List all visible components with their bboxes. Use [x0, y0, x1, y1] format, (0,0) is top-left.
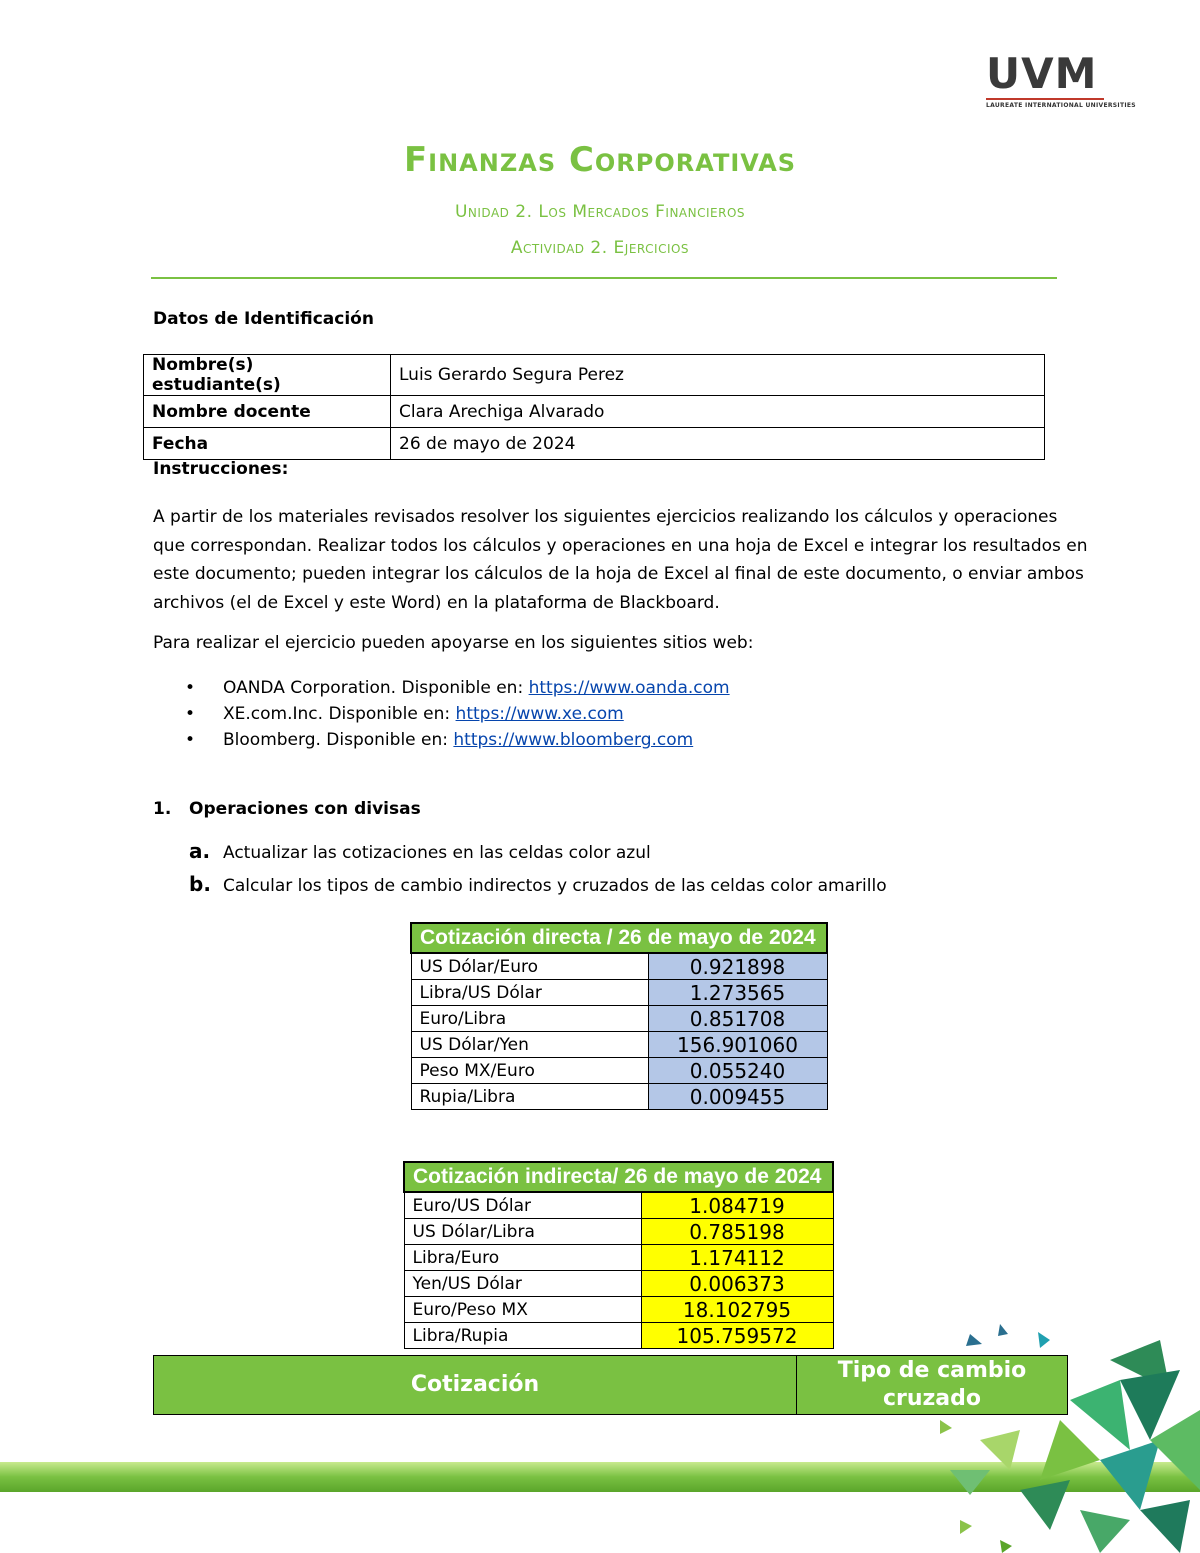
- cross-col-quote: Cotización: [154, 1356, 797, 1415]
- bloomberg-link[interactable]: https://www.bloomberg.com: [453, 730, 694, 750]
- indirect-table-title: Cotización indirecta/ 26 de mayo de 2024: [404, 1162, 833, 1192]
- table-row: [411, 1006, 827, 1032]
- bullet: •: [185, 678, 196, 698]
- rate-cell[interactable]: 105.759572: [641, 1323, 833, 1349]
- list-item: [153, 676, 730, 702]
- rate-cell[interactable]: 0.055240: [648, 1058, 827, 1084]
- table-row: [404, 1271, 833, 1297]
- id-key: Nombre(s) estudiante(s): [144, 355, 391, 396]
- list-item: [153, 702, 730, 728]
- subitem-a: [189, 839, 651, 863]
- bullet: •: [185, 730, 196, 750]
- list-item: [153, 728, 730, 754]
- pair-label: US Dólar/Libra: [404, 1219, 641, 1245]
- oanda-link[interactable]: https://www.oanda.com: [528, 678, 730, 698]
- pair-label: Rupia/Libra: [411, 1084, 648, 1110]
- section-heading: 1. Operaciones con divisas: [153, 799, 421, 819]
- id-key: Fecha: [144, 428, 391, 460]
- pair-label: Yen/US Dólar: [404, 1271, 641, 1297]
- pair-label: Libra/US Dólar: [411, 980, 648, 1006]
- rate-cell[interactable]: 156.901060: [648, 1032, 827, 1058]
- pair-label: US Dólar/Euro: [411, 953, 648, 980]
- title-divider: [151, 277, 1057, 279]
- subitem-b: [189, 872, 887, 896]
- rate-cell[interactable]: 18.102795: [641, 1297, 833, 1323]
- pair-label: US Dólar/Yen: [411, 1032, 648, 1058]
- direct-quote-table: [410, 922, 828, 1110]
- table-row: [411, 1032, 827, 1058]
- sites-list: [153, 676, 730, 754]
- table-row: [411, 953, 827, 980]
- direct-table-title: Cotización directa / 26 de mayo de 2024: [411, 923, 827, 953]
- id-value: 26 de mayo de 2024: [391, 428, 1045, 460]
- document-title: Finanzas Corporativas: [403, 140, 797, 180]
- pair-label: Euro/Peso MX: [404, 1297, 641, 1323]
- xe-link[interactable]: https://www.xe.com: [455, 704, 624, 724]
- table-row: [411, 1084, 827, 1110]
- table-row: [404, 1219, 833, 1245]
- subitem-marker: b.: [189, 872, 211, 896]
- pair-label: Euro/US Dólar: [404, 1192, 641, 1219]
- pair-label: Euro/Libra: [411, 1006, 648, 1032]
- table-row: [404, 1323, 833, 1349]
- table-row: [144, 396, 1045, 428]
- table-row: [411, 980, 827, 1006]
- pair-label: Peso MX/Euro: [411, 1058, 648, 1084]
- site-text: Bloomberg. Disponible en:: [223, 730, 454, 750]
- site-text: OANDA Corporation. Disponible en:: [223, 678, 529, 698]
- table-row: [404, 1297, 833, 1323]
- logo-divider: [986, 98, 1104, 100]
- table-row: [404, 1245, 833, 1271]
- subitem-text: Actualizar las cotizaciones en las celdas color azul: [223, 843, 651, 863]
- rate-cell[interactable]: 0.851708: [648, 1006, 827, 1032]
- identification-table: [143, 354, 1045, 460]
- rate-cell[interactable]: 0.006373: [641, 1271, 833, 1297]
- logo-text: UVM: [986, 49, 1098, 98]
- instructions-heading: Instrucciones:: [153, 459, 289, 479]
- geometric-decoration-icon: [920, 1320, 1200, 1553]
- rate-cell[interactable]: 0.785198: [641, 1219, 833, 1245]
- subitem-marker: a.: [189, 839, 211, 863]
- id-key: Nombre docente: [144, 396, 391, 428]
- pair-label: Libra/Euro: [404, 1245, 641, 1271]
- id-value: Clara Arechiga Alvarado: [391, 396, 1045, 428]
- rate-cell[interactable]: 0.009455: [648, 1084, 827, 1110]
- identification-heading: Datos de Identificación: [153, 309, 374, 329]
- activity-subtitle: Actividad 2. Ejercicios: [510, 238, 690, 258]
- table-row: [404, 1192, 833, 1219]
- rate-cell[interactable]: 1.273565: [648, 980, 827, 1006]
- bullet: •: [185, 704, 196, 724]
- table-row: [411, 1058, 827, 1084]
- pair-label: Libra/Rupia: [404, 1323, 641, 1349]
- logo-subtitle: LAUREATE INTERNATIONAL UNIVERSITIES: [986, 102, 1136, 109]
- unit-subtitle: Unidad 2. Los Mercados Financieros: [454, 202, 746, 222]
- subitem-text: Calcular los tipos de cambio indirectos y cruzados de las celdas color amarillo: [223, 876, 887, 896]
- table-row: [144, 355, 1045, 396]
- indirect-quote-table: [403, 1161, 834, 1349]
- rate-cell[interactable]: 0.921898: [648, 953, 827, 980]
- uvm-logo: [986, 49, 1136, 109]
- cross-col-rate: Tipo de cambio cruzado: [797, 1356, 1068, 1415]
- id-value: Luis Gerardo Segura Perez: [391, 355, 1045, 396]
- rate-cell[interactable]: 1.174112: [641, 1245, 833, 1271]
- rate-cell[interactable]: 1.084719: [641, 1192, 833, 1219]
- sites-intro: Para realizar el ejercicio pueden apoyarse en los siguientes sitios web:: [153, 633, 754, 653]
- table-row: [144, 428, 1045, 460]
- site-text: XE.com.Inc. Disponible en:: [223, 704, 456, 724]
- instructions-paragraph: A partir de los materiales revisados resolver los siguientes ejercicios realizando los cálculos y operaciones que correspondan. Realizar todos los cálculos y operaciones en una hoja de Excel e integrar los resultados en este documento; pueden integrar los cálculos de la hoja de Excel al final de este documento, o enviar ambos archivos (el de Excel y este Word) en la plataforma de Blackboard.: [153, 507, 1088, 613]
